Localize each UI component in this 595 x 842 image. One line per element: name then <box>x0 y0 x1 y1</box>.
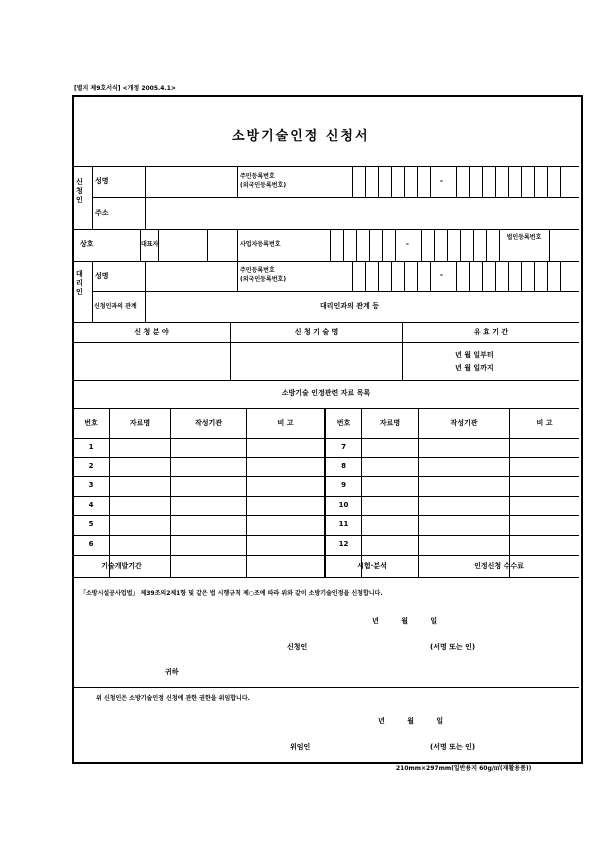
tech-name-input[interactable] <box>231 343 401 379</box>
proxy-relation-value: 대리인과의 관계 등 <box>320 302 379 310</box>
test-analysis-label: 시험·분석 <box>357 562 387 570</box>
period-col1-header: 신 청 분 야 <box>134 328 169 336</box>
company-corp-label: 법인등록번호 <box>506 234 542 241</box>
paper-size-note: 210mm×297mm(일반용지 60g/㎡(재활용품)) <box>396 765 532 772</box>
list-row-number: 6 <box>88 540 94 548</box>
applicant-address-label: 주소 <box>95 209 109 217</box>
list-header-org-left: 작성기관 <box>194 419 223 427</box>
period-from: 년 월 일부터 <box>455 351 494 359</box>
applicant-address-input[interactable] <box>146 198 578 228</box>
list-header-name-right: 자료명 <box>379 419 401 427</box>
proxy-side-label: 대리인 <box>76 270 83 296</box>
field-input[interactable] <box>74 343 229 379</box>
applicant-name-label: 성명 <box>95 177 109 185</box>
company-name-input[interactable] <box>93 230 139 260</box>
fee-label: 인정신청 수수료 <box>474 562 524 570</box>
company-biz-no-label: 사업자등록번호 <box>240 241 281 248</box>
proxy-rrn-dash: - <box>440 271 443 279</box>
applicant-side-label: 신청인 <box>76 178 83 204</box>
company-name-label: 상호 <box>80 240 94 248</box>
list-row-number: 12 <box>338 540 349 548</box>
delegation-date: 년 월 일 <box>378 717 444 725</box>
proxy-rrn-label: 주민등록번호 (외국인등록번호) <box>240 267 287 283</box>
recipient-label: 귀하 <box>165 668 179 676</box>
list-row-number: 7 <box>341 443 346 451</box>
delegator-signature-mark[interactable]: (서명 또는 인) <box>430 743 476 751</box>
application-statement: 「소방시설공사업법」 제39조의2제1항 및 같은 법 시행규칙 제○조에 따라 위와 같이 소방기술인정을 신청합니다. <box>80 590 383 597</box>
list-header-name-left: 자료명 <box>129 419 151 427</box>
signature-mark[interactable]: (서명 또는 인) <box>430 643 476 651</box>
delegation-statement: 위 신청인은 소방기술인정 신청에 관한 권한을 위임합니다. <box>96 695 250 702</box>
dev-period-label: 기술개발기간 <box>101 562 142 570</box>
list-row-number: 5 <box>88 520 94 528</box>
applicant-name-input[interactable] <box>146 167 236 196</box>
list-row-number: 8 <box>341 462 346 470</box>
period-to: 년 월 일까지 <box>455 364 494 372</box>
list-header-no-left: 번호 <box>84 419 98 427</box>
proxy-name-label: 성명 <box>95 272 109 280</box>
applicant-rrn-label: 주민등록번호 (외국인등록번호) <box>240 173 287 189</box>
list-row-number: 11 <box>338 520 349 528</box>
proxy-name-input[interactable] <box>146 262 236 290</box>
list-header-note-left: 비 고 <box>277 419 294 427</box>
period-col3-header: 유 효 기 간 <box>473 328 509 336</box>
signer-label: 신청인 <box>287 643 308 651</box>
list-row-number: 9 <box>341 481 346 489</box>
list-row-number: 4 <box>88 501 94 509</box>
list-row-number: 2 <box>88 462 94 470</box>
applicant-rrn-dash: - <box>440 177 443 185</box>
list-row-number: 1 <box>88 443 94 451</box>
period-col2-header: 신 청 기 술 명 <box>294 328 339 336</box>
company-ceo-input[interactable] <box>159 230 206 260</box>
section-title: 소방기술 인정관련 자료 목록 <box>281 389 371 397</box>
list-header-note-right: 비 고 <box>536 419 553 427</box>
delegator-label: 위임인 <box>290 743 311 751</box>
list-header-no-right: 번호 <box>336 419 351 427</box>
form-number-note: [별지 제9호서식] <개정 2005.4.1> <box>74 85 176 92</box>
company-biz-dash: - <box>406 240 409 248</box>
proxy-relation-label: 신청인과의 관계 <box>94 303 137 310</box>
list-row-number: 3 <box>88 481 94 489</box>
form-title: 소방기술인정 신청서 <box>232 129 370 144</box>
application-date: 년 월 일 <box>372 617 438 625</box>
list-header-org-right: 작성기관 <box>450 419 478 427</box>
company-ceo-label: 대표자 <box>141 241 159 248</box>
list-row-number: 10 <box>338 501 349 509</box>
